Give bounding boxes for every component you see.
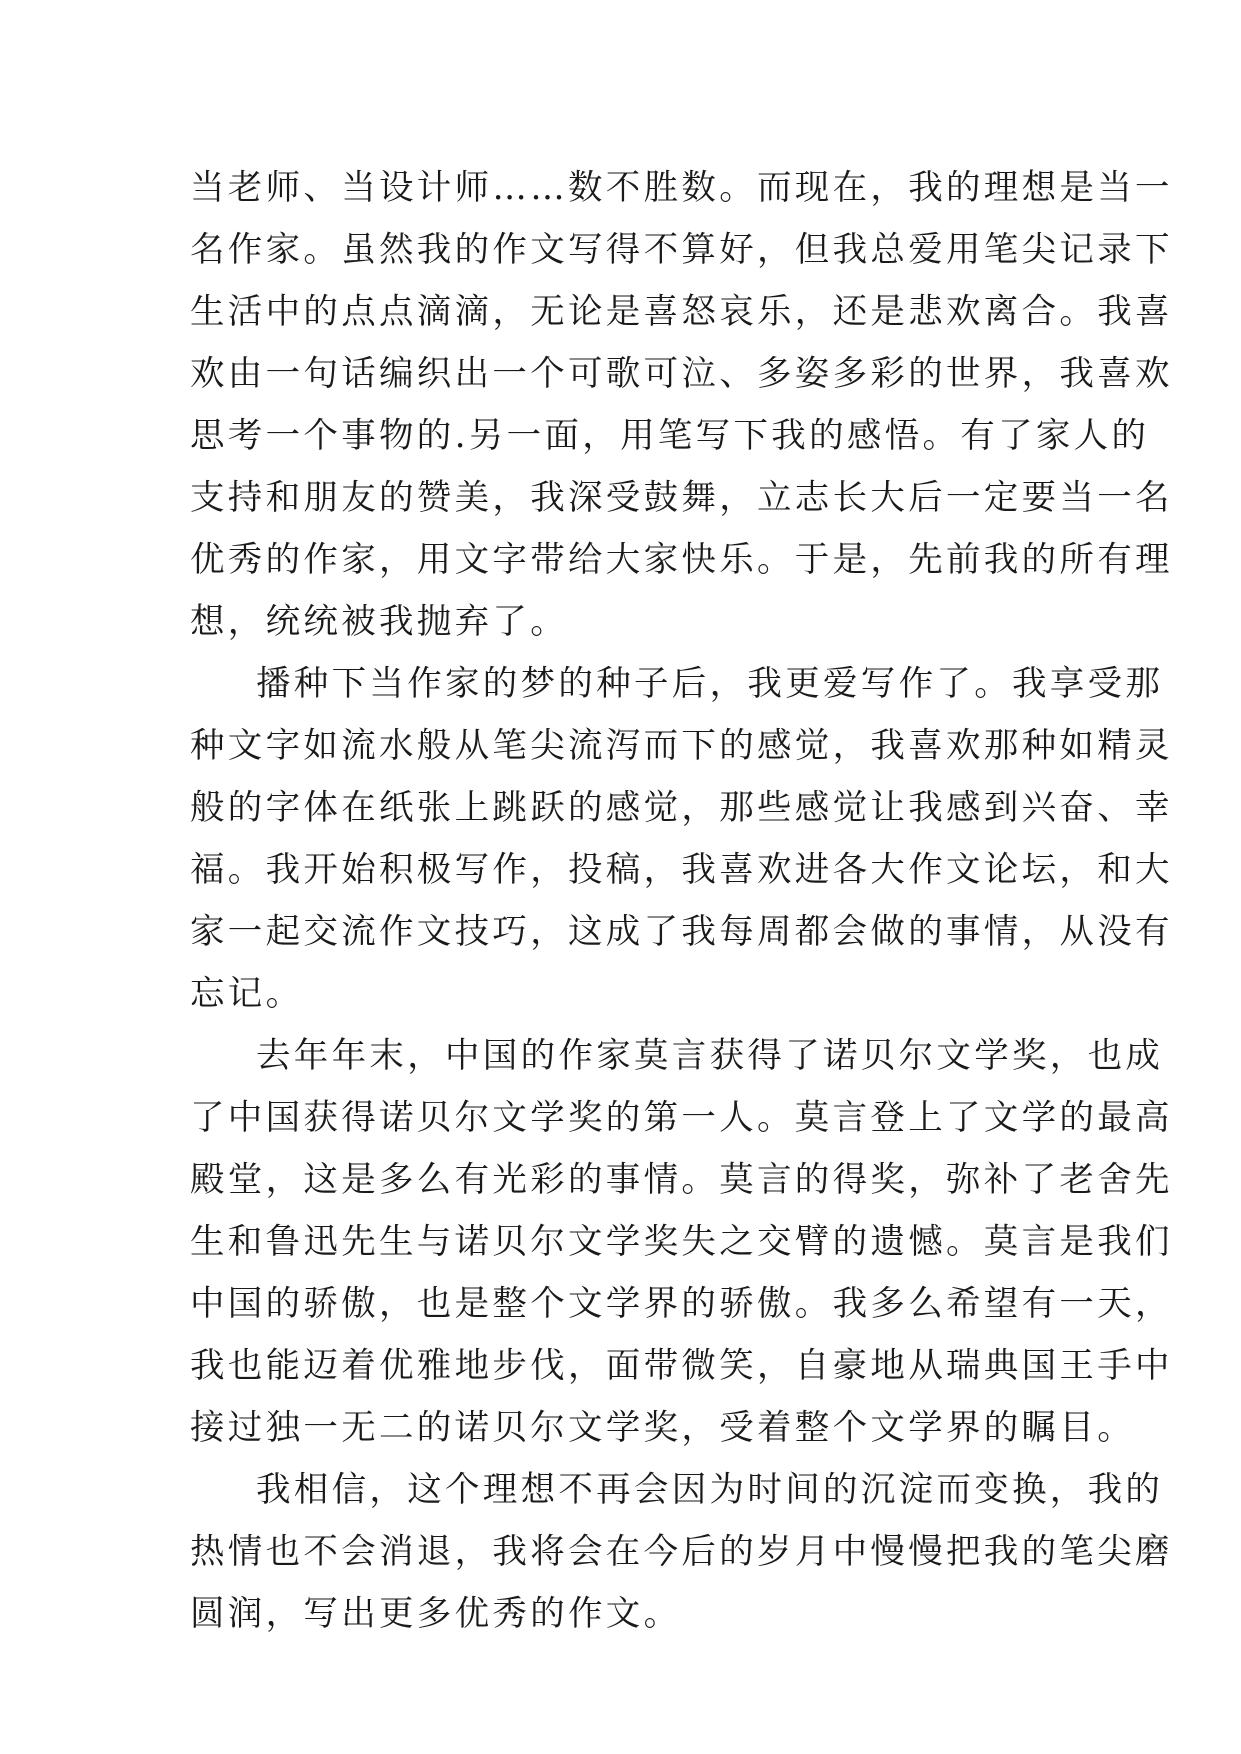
text-line: 思考一个事物的.另一面，用笔写下我的感悟。有了家人的 xyxy=(190,416,1150,456)
paragraph-4 xyxy=(190,1459,1173,1645)
text-line: 生和鲁迅先生与诺贝尔文学奖失之交臂的遗憾。莫言是我们 xyxy=(190,1222,1173,1262)
text-line: 想，统统被我抛弃了。 xyxy=(190,602,568,642)
text-line: 圆润，写出更多优秀的作文。 xyxy=(190,1594,682,1634)
text-line: 忘记。 xyxy=(190,974,304,1014)
text-line: 生活中的点点滴滴，无论是喜怒哀乐，还是悲欢离合。我喜 xyxy=(190,292,1173,332)
text-line: 我也能迈着优雅地步伐，面带微笑，自豪地从瑞典国王手中 xyxy=(190,1346,1173,1386)
text-line: 种文字如流水般从笔尖流泻而下的感觉，我喜欢那种如精灵 xyxy=(190,726,1173,766)
text-line: 播种下当作家的梦的种子后，我更爱写作了。我享受那 xyxy=(256,664,1164,704)
text-line: 殿堂，这是多么有光彩的事情。莫言的得奖，弥补了老舍先 xyxy=(190,1160,1173,1200)
paragraph-1 xyxy=(190,157,1173,653)
text-line: 热情也不会消退，我将会在今后的岁月中慢慢把我的笔尖磨 xyxy=(190,1532,1173,1572)
text-line: 了中国获得诺贝尔文学奖的第一人。莫言登上了文学的最高 xyxy=(190,1098,1173,1138)
text-line: 去年年末，中国的作家莫言获得了诺贝尔文学奖，也成 xyxy=(256,1036,1164,1076)
text-line: 名作家。虽然我的作文写得不算好，但我总爱用笔尖记录下 xyxy=(190,230,1173,270)
text-line: 我相信，这个理想不再会因为时间的沉淀而变换，我的 xyxy=(256,1470,1164,1510)
text-line: 般的字体在纸张上跳跃的感觉，那些感觉让我感到兴奋、幸 xyxy=(190,788,1173,828)
paragraph-2 xyxy=(190,653,1173,1025)
paragraph-3 xyxy=(190,1025,1173,1459)
text-line: 当老师、当设计师……数不胜数。而现在，我的理想是当一 xyxy=(190,168,1173,208)
text-line: 中国的骄傲，也是整个文学界的骄傲。我多么希望有一天， xyxy=(190,1284,1173,1324)
text-line: 家一起交流作文技巧，这成了我每周都会做的事情，从没有 xyxy=(190,912,1173,952)
text-line: 支持和朋友的赞美，我深受鼓舞，立志长大后一定要当一名 xyxy=(190,478,1173,518)
essay-body xyxy=(190,157,1173,1645)
text-line: 优秀的作家，用文字带给大家快乐。于是，先前我的所有理 xyxy=(190,540,1173,580)
text-line: 欢由一句话编织出一个可歌可泣、多姿多彩的世界，我喜欢 xyxy=(190,354,1173,394)
text-line: 福。我开始积极写作，投稿，我喜欢进各大作文论坛，和大 xyxy=(190,850,1173,890)
text-line: 接过独一无二的诺贝尔文学奖，受着整个文学界的瞩目。 xyxy=(190,1408,1135,1448)
